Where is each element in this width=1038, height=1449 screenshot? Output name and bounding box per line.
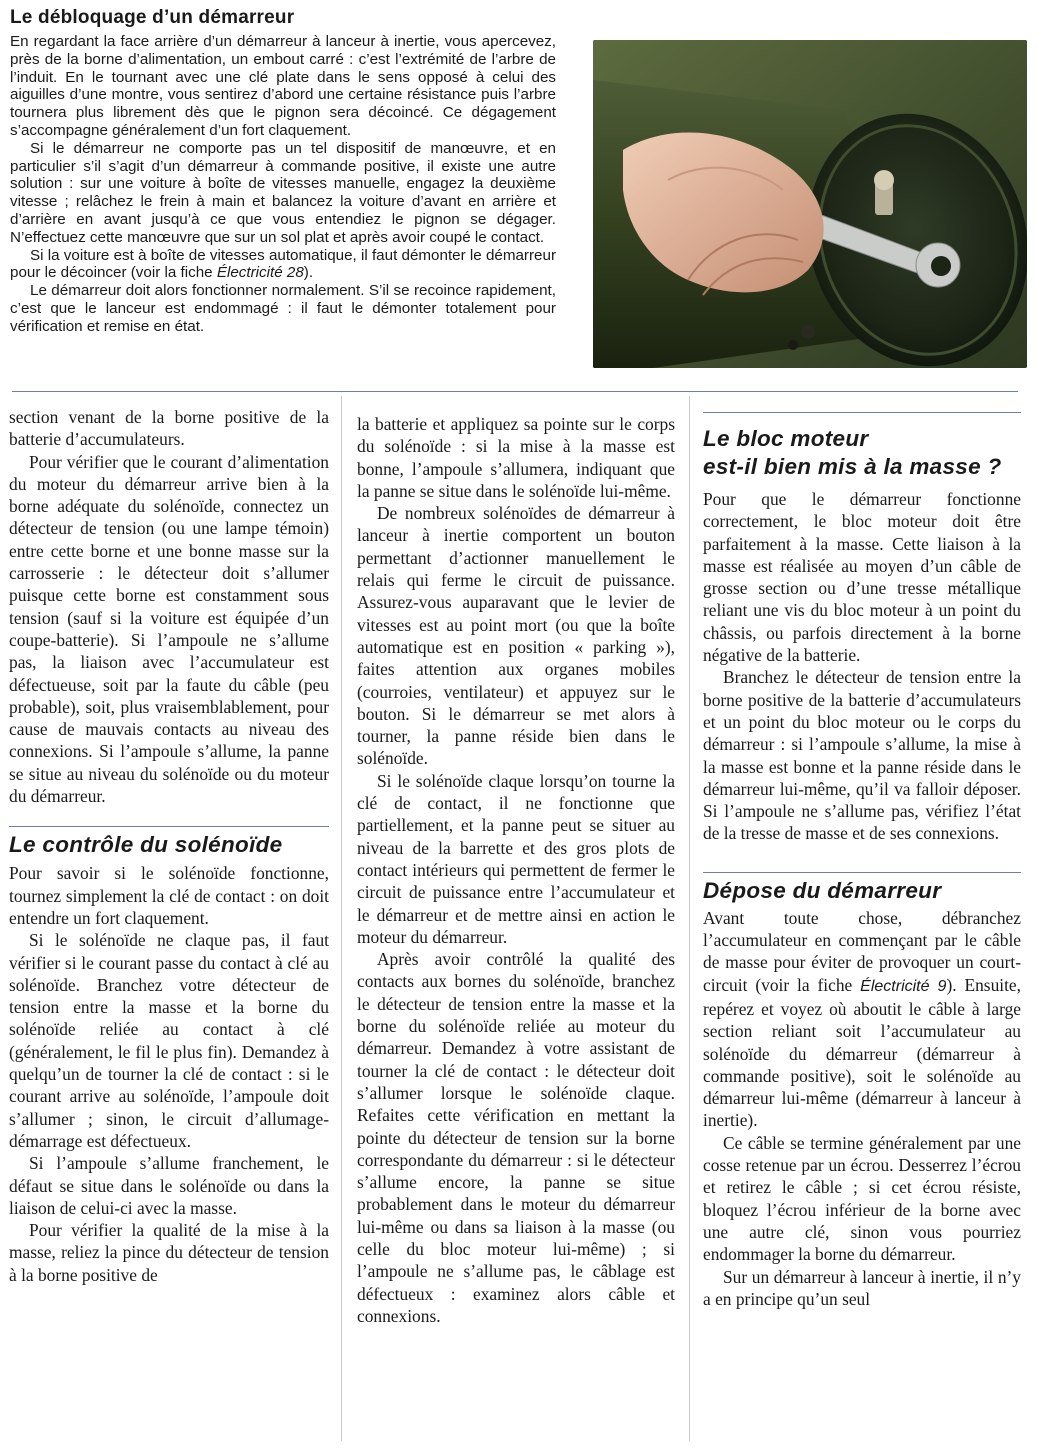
intro-paragraph: En regardant la face arrière d’un démarreur à lanceur à inertie, vous apercevez, près de la borne d’alimentation, un embout carré : c’est l’extrémité de l’arbre de l’induit. En le tournant avec une clé plate dans le sens opposé à celui des aiguilles d’une montre, vous sentirez d’abord une certaine résistance puis l’arbre tournera plus librement dès que le pignon sera décoincé. Ce dégagement s’accompagne généralement d’un fort claquement. — [10, 33, 556, 139]
body-paragraph: Pour que le démarreur fonctionne correctement, le bloc moteur doit être parfaitement à la masse. Cette liaison à la masse est réalisée au moyen d’un câble de grosse section ou d’une tresse métallique reliant une vis du bloc moteur à un point du châssis, ou parfois directement à la borne négative de la batterie. — [703, 489, 1021, 666]
column-3 — [703, 412, 1021, 1310]
body-paragraph: la batterie et appliquez sa pointe sur le corps du solénoïde : si la mise à la masse est bonne, l’ampoule s’allumera, indiquant que la panne se situe dans le solénoïde lui-même. — [357, 414, 675, 501]
intro-paragraph — [10, 247, 556, 283]
starter-photo-illustration — [593, 40, 1027, 368]
body-paragraph: Après avoir contrôlé la qualité des contacts aux bornes du solénoïde, branchez le détecteur de tension entre la masse et la borne du solénoïde reliée au moteur du démarreur. Demandez à votre assistant de tourner la clé de contact : le détecteur doit s’allumer lorsque le solénoïde claque. Refaites cette vérification en mettant la pointe du détecteur de tension sur la borne correspondante du démarreur : si le détecteur s’allume encore, la panne se situe probablement dans le moteur du démarreur lui-même ou dans sa liaison à la masse (ou celle du bloc moteur lui-même) ; si l’ampoule ne s’allume pas, le câblage est défectueux : examinez alors câble et connexions. — [357, 949, 675, 1326]
body-paragraph: Si le solénoïde claque lorsqu’on tourne la clé de contact, il ne fonctionne que partiellement, et la panne peut se situer au niveau de la barrette et des gros plots de contact intérieurs qui permettent de fermer le circuit de puissance entre l’accumulateur et le démarreur et de mettre ainsi en action le moteur du démarreur. — [357, 770, 675, 947]
text-run: ). Ensuite, repérez et voyez où aboutit le câble à large section reliant soit l’accumulateur au solénoïde du démarreur (démarreur à commande positive), soit le solénoïde au démarreur lui-même (démarreur à lanceur à inertie). — [703, 974, 1021, 1131]
body-paragraph: Pour vérifier que le courant d’alimentation du moteur du démarreur arrive bien à la borne adéquate du solénoïde, connectez un détecteur de tension (ou une lampe témoin) entre cette borne et une bonne masse sur la carrosserie : le détecteur doit s’allumer puisque cette borne est constamment sous tension (sauf si la voiture est équipée d’un coupe-batterie). Si l’ampoule ne s’allume pas, la liaison avec l’accumulateur est défectueuse, soit par la faute du câble (peu probable), soit, plus vraisemblablement, pour cause de mauvais contacts au niveau des connexions. Si l’ampoule s’allume, la panne se situe au niveau du solénoïde ou du moteur du démarreur. — [9, 451, 329, 807]
section-divider — [12, 391, 1018, 392]
intro-title: Le débloquage d’un démarreur — [10, 7, 295, 28]
section-heading: Dépose du démarreur — [703, 872, 1021, 905]
body-paragraph: Branchez le détecteur de tension entre la borne positive de la batterie d’accumulateurs et un point du bloc moteur ou le corps du démarreur : si l’ampoule s’allume, la mise à la masse est bonne et la panne réside dans le démarreur lui-même, qu’il va falloir déposer. Si l’ampoule ne s’allume pas, vérifiez l’état de la tresse de masse et de ses connexions. — [703, 667, 1021, 844]
body-paragraph: De nombreux solénoïdes de démarreur à lanceur à inertie comportent un bouton permettant d’actionner manuellement le relais qui ferme le circuit de puissance. Assurez-vous auparavant que le levier de vitesses est au point mort (ou que la boîte automatique est en position « parking »), faites attention aux organes mobiles (courroies, ventilateur) et appuyez sur le bouton. Si le démarreur se met alors à tourner, la panne réside bien dans le solénoïde. — [357, 503, 675, 769]
body-paragraph — [703, 907, 1021, 1132]
body-paragraph: Si l’ampoule s’allume franchement, le défaut se situe dans le solénoïde ou dans la liaison de celui-ci avec la masse. — [9, 1153, 329, 1218]
body-paragraph: Si le solénoïde ne claque pas, il faut vérifier si le courant passe du contact à clé au solénoïde. Branchez votre détecteur de tension entre la masse et la borne du solénoïde reliée au contact à clé (généralement, le fil le plus fin). Demandez à quelqu’un de tourner la clé de contact : si le courant arrive au solénoïde, l’ampoule doit s’allumer ; sinon, le circuit d’allumage-démarrage est défectueux. — [9, 930, 329, 1151]
column-divider — [341, 396, 342, 1441]
text-run: Avant toute chose, débranchez l’accumulateur en commençant par le câble de masse pour éviter de provoquer un court-circuit (voir la fiche — [703, 907, 1021, 995]
body-paragraph: section venant de la borne positive de la batterie d’accumulateurs. — [9, 407, 329, 450]
intro-paragraph: Le démarreur doit alors fonctionner normalement. S’il se recoince rapidement, c’est que le lanceur est endommagé : il faut le démonter totalement pour vérification et remise en état. — [10, 282, 556, 335]
text-run: ). — [303, 264, 314, 282]
section-heading: est-il bien mis à la masse ? — [703, 454, 1002, 479]
column-1 — [9, 406, 329, 1286]
column-divider — [689, 396, 690, 1441]
column-2 — [357, 413, 675, 1327]
body-paragraph: Ce câble se termine généralement par une cosse retenue par un écrou. Desserrez l’écrou et retirez le câble ; si cet écrou résiste, bloquez l’écrou inférieur de la borne avec une autre clé, sinon vous pourriez endommager la borne du démarreur. — [703, 1132, 1021, 1265]
text-run: Si la voiture est à boîte de vitesses automatique, il faut démonter le démarreur pour le décoincer (voir la fiche — [10, 246, 556, 282]
body-paragraph: Pour vérifier la qualité de la mise à la masse, reliez la pince du détecteur de tension à la borne positive de — [9, 1220, 329, 1285]
section-heading: Le bloc moteur — [703, 412, 1021, 453]
fiche-reference: Électricité 28 — [216, 264, 304, 282]
fiche-reference: Électricité 9 — [860, 977, 947, 995]
intro-paragraph: Si le démarreur ne comporte pas un tel dispositif de manœuvre, et en particulier s’il s’agit d’un démarreur à commande positive, il existe une autre solution : sur une voiture à boîte de vitesses manuelle, engagez la deuxième vitesse ; relâchez le frein à main et balancez la voiture d’avant en arrière et d’arrière en avant jusqu’à ce que vous entendiez le pignon se dégager. N’effectuez cette manœuvre que sur un sol plat et après avoir coupé le contact. — [10, 139, 556, 246]
body-paragraph: Pour savoir si le solénoïde fonctionne, tournez simplement la clé de contact : on doit entendre un fort claquement. — [9, 863, 329, 928]
body-paragraph: Sur un démarreur à lanceur à inertie, il n’y a en principe qu’un seul — [703, 1266, 1021, 1309]
section-heading: Le contrôle du solénoïde — [9, 826, 329, 859]
starter-photo — [593, 40, 1027, 368]
intro-box — [10, 6, 556, 371]
